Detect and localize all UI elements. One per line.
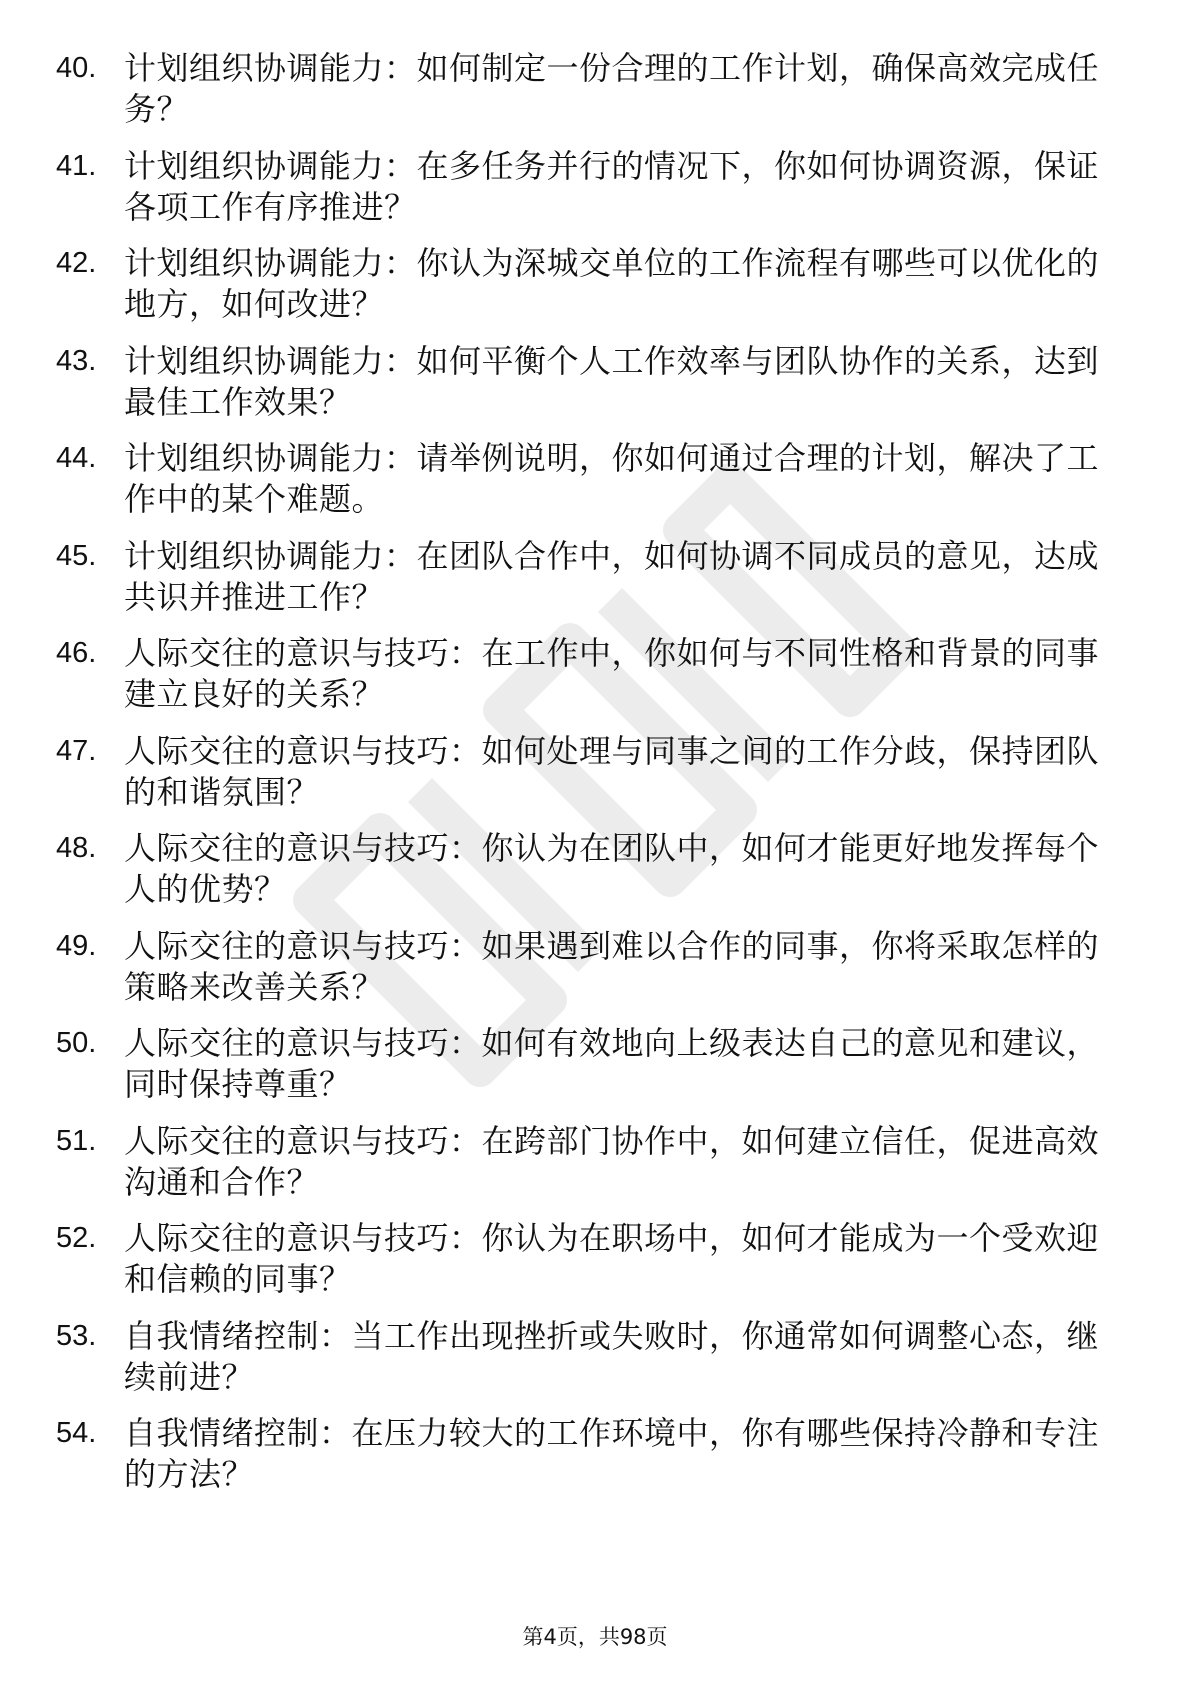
question-text: 人际交往的意识与技巧：在工作中，你如何与不同性格和背景的同事建立良好的关系？	[124, 634, 1100, 713]
question-text: 计划组织协调能力：你认为深城交单位的工作流程有哪些可以优化的地方，如何改进？	[124, 244, 1100, 323]
list-item	[56, 1413, 1136, 1511]
question-number: 40.	[56, 52, 97, 84]
question-text: 自我情绪控制：当工作出现挫折或失败时，你通常如何调整心态，继续前进？	[124, 1316, 1100, 1396]
question-number: 52.	[56, 1222, 97, 1254]
list-item	[56, 341, 1136, 439]
question-text: 计划组织协调能力：如何平衡个人工作效率与团队协作的关系，达到最佳工作效果？	[124, 341, 1100, 421]
question-number: 41.	[56, 149, 97, 182]
question-list	[56, 48, 1136, 1511]
question-text: 计划组织协调能力：请举例说明，你如何通过合理的计划，解决了工作中的某个难题。	[124, 439, 1100, 518]
question-number: 51.	[56, 1124, 97, 1157]
question-number: 54.	[56, 1417, 97, 1449]
question-text: 人际交往的意识与技巧：你认为在团队中，如何才能更好地发挥每个人的优势？	[124, 829, 1100, 908]
question-number: 53.	[56, 1319, 97, 1352]
question-text: 计划组织协调能力：如何制定一份合理的工作计划，确保高效完成任务？	[124, 49, 1100, 128]
question-number: 45.	[56, 539, 97, 572]
page-number-footer: 第4页，共98页	[522, 1625, 668, 1649]
question-text: 自我情绪控制：在压力较大的工作环境中，你有哪些保持冷静和专注的方法？	[124, 1414, 1100, 1493]
question-number: 43.	[56, 344, 97, 377]
question-number: 47.	[56, 734, 97, 767]
question-number: 48.	[56, 832, 97, 864]
list-item	[56, 48, 1136, 146]
list-item	[56, 1023, 1136, 1121]
list-item	[56, 1218, 1136, 1316]
list-item	[56, 438, 1136, 536]
list-item	[56, 146, 1136, 244]
list-item	[56, 633, 1136, 731]
list-item	[56, 1121, 1136, 1219]
question-text: 人际交往的意识与技巧：如何处理与同事之间的工作分歧，保持团队的和谐氛围？	[124, 731, 1100, 811]
list-item	[56, 731, 1136, 829]
list-item	[56, 926, 1136, 1024]
question-number: 42.	[56, 247, 97, 279]
question-number: 50.	[56, 1027, 97, 1059]
question-text: 人际交往的意识与技巧：在跨部门协作中，如何建立信任，促进高效沟通和合作？	[124, 1121, 1100, 1201]
list-item	[56, 828, 1136, 926]
list-item	[56, 243, 1136, 341]
question-text: 人际交往的意识与技巧：如果遇到难以合作的同事，你将采取怎样的策略来改善关系？	[124, 926, 1100, 1006]
question-text: 计划组织协调能力：在团队合作中，如何协调不同成员的意见，达成共识并推进工作？	[124, 536, 1100, 616]
list-item	[56, 1316, 1136, 1414]
list-item	[56, 536, 1136, 634]
question-number: 44.	[56, 442, 97, 474]
question-number: 46.	[56, 637, 97, 669]
question-number: 49.	[56, 929, 97, 962]
question-text: 人际交往的意识与技巧：如何有效地向上级表达自己的意见和建议，同时保持尊重？	[124, 1024, 1100, 1103]
question-text: 人际交往的意识与技巧：你认为在职场中，如何才能成为一个受欢迎和信赖的同事？	[124, 1219, 1100, 1298]
question-text: 计划组织协调能力：在多任务并行的情况下，你如何协调资源，保证各项工作有序推进？	[124, 146, 1100, 226]
